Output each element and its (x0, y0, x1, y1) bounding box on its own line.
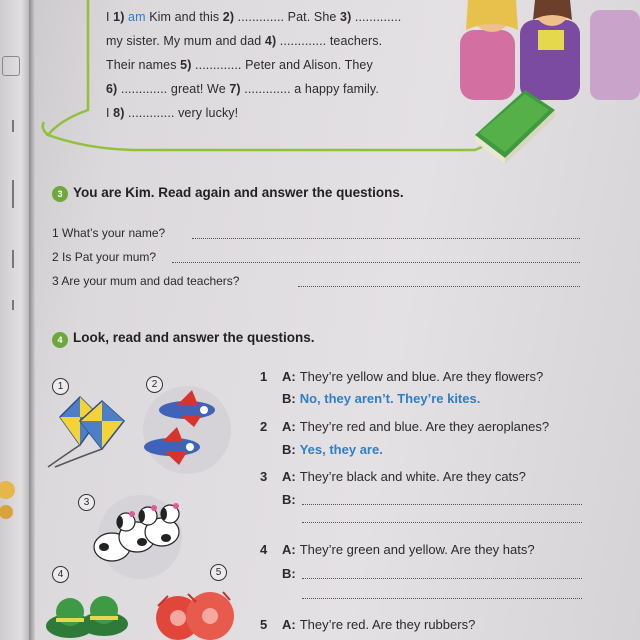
flowers-picture (148, 586, 248, 640)
qa-item-4-question (260, 542, 535, 557)
qa-item-2-question (260, 419, 549, 434)
picture-number-1: 1 (52, 378, 69, 395)
speaker-a-label: A: (282, 419, 296, 434)
text-fragment: ............. (351, 10, 402, 24)
gap-number: 4) (264, 34, 277, 48)
qa-item-3-question (260, 469, 526, 484)
kites-picture (40, 395, 135, 470)
question-text: They’re red. Are they rubbers? (299, 617, 476, 632)
question-2 (52, 250, 156, 264)
text-fragment: ............. Peter and Alison. They (191, 58, 373, 72)
picture-number-3: 3 (78, 494, 95, 511)
gap-number: 6) (106, 82, 118, 96)
text-fragment: Their names (106, 58, 181, 72)
question-number: 3 (52, 274, 59, 288)
speaker-a-label: A: (282, 542, 296, 557)
qa-item-4-answer (282, 566, 300, 581)
question-3 (52, 274, 239, 288)
margin-decoration (0, 470, 20, 530)
qa-item-1-answer (282, 391, 480, 406)
question-number: 2 (52, 250, 59, 264)
text-fragment: ............. teachers. (276, 34, 383, 48)
item-number: 2 (260, 419, 268, 434)
picture-number-2: 2 (146, 376, 163, 393)
question-text: Are your mum and dad teachers? (61, 274, 240, 288)
speaker-b-label: B: (282, 442, 296, 457)
qa-item-3-answer (282, 492, 300, 507)
exercise2-line (106, 106, 238, 120)
item-number: 3 (260, 469, 268, 484)
exercise2-line (106, 10, 401, 24)
question-text: Is Pat your mum? (62, 250, 157, 264)
question-text: What’s your name? (62, 226, 166, 240)
text-fragment: Kim and this (145, 10, 223, 24)
speaker-b-label: B: (282, 566, 296, 581)
question-number: 1 (52, 226, 59, 240)
speaker-a-label: A: (282, 369, 296, 384)
exercise2-line (106, 34, 382, 48)
aeroplanes-picture (132, 385, 232, 480)
item-number: 5 (260, 617, 268, 632)
gap-number: 2) (222, 10, 235, 24)
qa-item-1-question (260, 369, 543, 384)
text-fragment: ............. a happy family. (240, 82, 379, 96)
gap-number: 3) (340, 10, 352, 24)
text-fragment: ............. very lucky! (124, 106, 239, 120)
question-text: They’re yellow and blue. Are they flowers? (299, 369, 544, 384)
answer-line-1[interactable] (192, 238, 580, 239)
exercise2-line (106, 82, 379, 96)
gap-number: 1) (113, 10, 129, 24)
answer-text: No, they aren’t. They’re kites. (299, 391, 481, 406)
filled-answer: am (128, 10, 146, 24)
answer-line-3[interactable] (298, 286, 580, 287)
answer-line-item-4b[interactable] (302, 598, 582, 599)
book-picture (465, 80, 560, 165)
picture-number-4: 4 (52, 566, 69, 583)
exercise3-badge: 3 (52, 186, 68, 202)
gap-number: 5) (180, 58, 192, 72)
speaker-b-label: B: (282, 492, 296, 507)
text-fragment: I (106, 106, 114, 120)
question-text: They’re red and blue. Are they aeroplanes? (299, 419, 550, 434)
answer-text: Yes, they are. (299, 442, 383, 457)
question-text: They’re green and yellow. Are they hats? (299, 542, 535, 557)
speaker-a-label: A: (282, 617, 296, 632)
picture-number-5: 5 (210, 564, 227, 581)
item-number: 1 (260, 369, 268, 384)
answer-line-2[interactable] (172, 262, 580, 263)
answer-line-item-3a[interactable] (302, 504, 582, 505)
question-1 (52, 226, 165, 240)
answer-line-item-3b[interactable] (302, 522, 582, 523)
item-number: 4 (260, 542, 268, 557)
qa-item-2-answer (282, 442, 383, 457)
hats-picture (42, 588, 132, 640)
exercise4-heading: Look, read and answer the questions. (73, 330, 315, 345)
dogs-picture (82, 492, 192, 582)
gap-number: 8) (113, 106, 125, 120)
answer-line-item-4a[interactable] (302, 578, 582, 579)
exercise3-heading: You are Kim. Read again and answer the questions. (73, 185, 404, 200)
exercise4-badge: 4 (52, 332, 68, 348)
qa-item-5-question (260, 617, 475, 632)
text-fragment: ............. Pat. She (234, 10, 341, 24)
exercise2-line (106, 58, 373, 72)
question-text: They’re black and white. Are they cats? (299, 469, 526, 484)
text-fragment: ............. great! We (117, 82, 230, 96)
gap-number: 7) (229, 82, 241, 96)
text-fragment: I (106, 10, 114, 24)
speaker-b-label: B: (282, 391, 296, 406)
text-fragment: my sister. My mum and dad (106, 34, 265, 48)
speaker-a-label: A: (282, 469, 296, 484)
